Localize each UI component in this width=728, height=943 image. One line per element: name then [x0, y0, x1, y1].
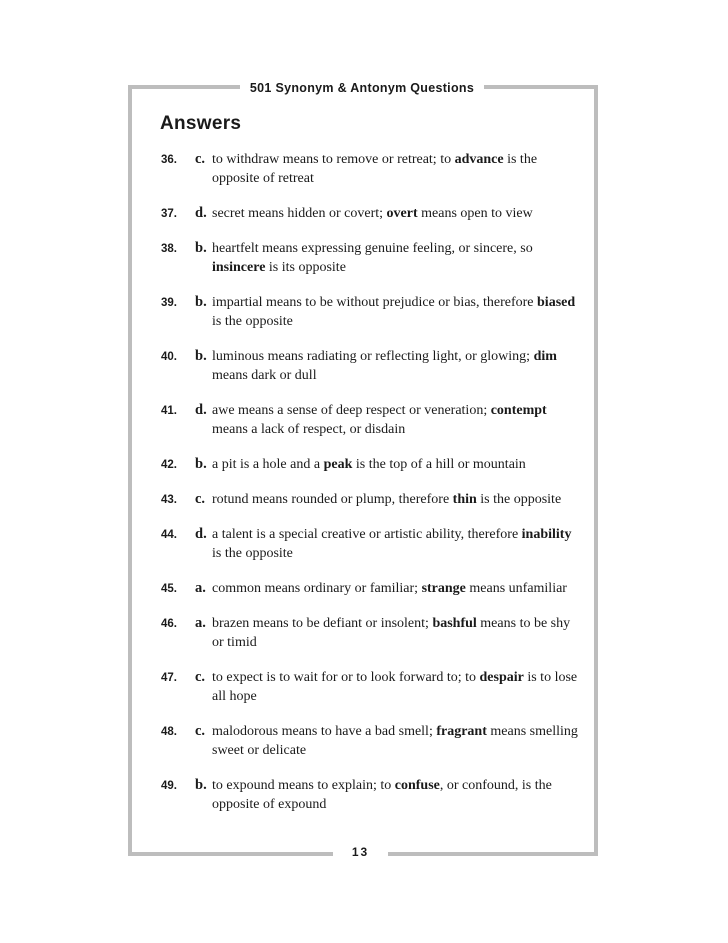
- answer-letter: a.: [195, 615, 206, 631]
- answer-number: 41.: [161, 405, 177, 417]
- answer-keyword: advance: [454, 152, 504, 167]
- explanation-text: means a lack of respect, or disdain: [212, 422, 406, 437]
- answer-item: [160, 150, 580, 188]
- answer-list: [160, 150, 580, 830]
- answer-number: 37.: [161, 208, 177, 220]
- answer-number: 45.: [161, 583, 177, 595]
- explanation-text: is the opposite: [212, 546, 293, 561]
- running-header: 501 Synonym & Antonym Questions: [249, 81, 475, 95]
- answer-explanation: [212, 492, 561, 507]
- answer-keyword: strange: [421, 581, 466, 596]
- explanation-text: secret means hidden or covert;: [212, 206, 387, 221]
- explanation-text: is the opposite of retreat: [212, 152, 538, 186]
- answer-item: [160, 455, 580, 474]
- explanation-text: common means ordinary or familiar;: [212, 581, 422, 596]
- answer-number: 42.: [161, 459, 177, 471]
- answer-letter: b.: [195, 240, 207, 256]
- answer-number: 46.: [161, 618, 177, 630]
- answer-keyword: overt: [386, 206, 418, 221]
- answer-letter: b.: [195, 348, 207, 364]
- answer-letter: c.: [195, 669, 206, 685]
- answer-item: [160, 776, 580, 814]
- answer-keyword: inability: [521, 527, 572, 542]
- frame-right-border: [594, 85, 598, 856]
- answer-number: 48.: [161, 726, 177, 738]
- answer-letter: b.: [195, 294, 207, 310]
- answer-number: 39.: [161, 297, 177, 309]
- answer-explanation: [212, 295, 575, 329]
- answer-explanation: [212, 778, 552, 812]
- explanation-text: to expect is to wait for or to look forward to; to: [212, 670, 480, 685]
- answer-explanation: [212, 527, 571, 561]
- answer-item: [160, 401, 580, 439]
- frame-top-left-border: [128, 85, 240, 89]
- answer-letter: d.: [195, 526, 207, 542]
- answer-number: 44.: [161, 529, 177, 541]
- answer-letter: a.: [195, 580, 206, 596]
- explanation-text: , or confound, is the opposite of expound: [212, 778, 552, 812]
- explanation-text: is to lose all hope: [212, 670, 578, 704]
- frame-bottom-left-border: [128, 852, 333, 856]
- explanation-text: is the opposite: [212, 314, 293, 329]
- answer-number: 49.: [161, 780, 177, 792]
- answer-number: 38.: [161, 243, 177, 255]
- explanation-text: is the opposite: [476, 492, 562, 507]
- answer-item: [160, 525, 580, 563]
- answer-keyword: confuse: [394, 778, 440, 793]
- frame-left-border: [128, 85, 132, 856]
- explanation-text: a pit is a hole and a: [212, 457, 324, 472]
- answer-item: [160, 239, 580, 277]
- answer-keyword: fragrant: [436, 724, 487, 739]
- answer-number: 47.: [161, 672, 177, 684]
- answer-item: [160, 722, 580, 760]
- answer-letter: c.: [195, 723, 206, 739]
- answer-explanation: [212, 152, 537, 186]
- answer-item: [160, 490, 580, 509]
- explanation-text: rotund means rounded or plump, therefore: [212, 492, 453, 507]
- explanation-text: luminous means radiating or reflecting light, or glowing;: [212, 349, 534, 364]
- answer-keyword: bashful: [432, 616, 477, 631]
- answer-explanation: [212, 349, 557, 383]
- explanation-text: to expound means to explain; to: [212, 778, 395, 793]
- answer-letter: d.: [195, 205, 207, 221]
- answer-explanation: [212, 670, 577, 704]
- answer-letter: c.: [195, 151, 206, 167]
- explanation-text: means to be shy or timid: [212, 616, 571, 650]
- frame-top-right-border: [484, 85, 598, 89]
- explanation-text: malodorous means to have a bad smell;: [212, 724, 437, 739]
- answer-number: 43.: [161, 494, 177, 506]
- answer-number: 36.: [161, 154, 177, 166]
- answer-item: [160, 668, 580, 706]
- section-heading: Answers: [160, 113, 242, 134]
- answer-keyword: biased: [537, 295, 576, 310]
- answer-letter: b.: [195, 456, 207, 472]
- answer-keyword: despair: [479, 670, 524, 685]
- answer-explanation: [212, 457, 526, 472]
- explanation-text: a talent is a special creative or artistic ability, therefore: [212, 527, 522, 542]
- explanation-text: means unfamiliar: [465, 581, 567, 596]
- explanation-text: means smelling sweet or delicate: [212, 724, 578, 758]
- explanation-text: to withdraw means to remove or retreat; to: [212, 152, 455, 167]
- explanation-text: means dark or dull: [212, 368, 317, 383]
- answer-letter: d.: [195, 402, 207, 418]
- answer-explanation: [212, 581, 567, 596]
- answer-keyword: dim: [533, 349, 557, 364]
- answer-explanation: [212, 206, 533, 221]
- answer-item: [160, 204, 580, 223]
- explanation-text: impartial means to be without prejudice or bias, therefore: [212, 295, 538, 310]
- answer-explanation: [212, 241, 533, 275]
- answer-item: [160, 579, 580, 598]
- answer-item: [160, 293, 580, 331]
- explanation-text: brazen means to be defiant or insolent;: [212, 616, 433, 631]
- frame-bottom-right-border: [388, 852, 598, 856]
- explanation-text: means open to view: [417, 206, 533, 221]
- answer-explanation: [212, 403, 547, 437]
- answer-number: 40.: [161, 351, 177, 363]
- answer-item: [160, 347, 580, 385]
- page-number: 13: [351, 845, 370, 859]
- answer-letter: c.: [195, 491, 206, 507]
- answer-item: [160, 614, 580, 652]
- answer-keyword: thin: [452, 492, 477, 507]
- answer-keyword: peak: [323, 457, 353, 472]
- explanation-text: is the top of a hill or mountain: [352, 457, 526, 472]
- answer-explanation: [212, 616, 570, 650]
- answer-letter: b.: [195, 777, 207, 793]
- explanation-text: awe means a sense of deep respect or veneration;: [212, 403, 491, 418]
- explanation-text: heartfelt means expressing genuine feeling, or sincere, so: [212, 241, 533, 256]
- answer-keyword: insincere: [212, 260, 266, 275]
- answer-keyword: contempt: [490, 403, 547, 418]
- answer-explanation: [212, 724, 578, 758]
- explanation-text: is its opposite: [265, 260, 346, 275]
